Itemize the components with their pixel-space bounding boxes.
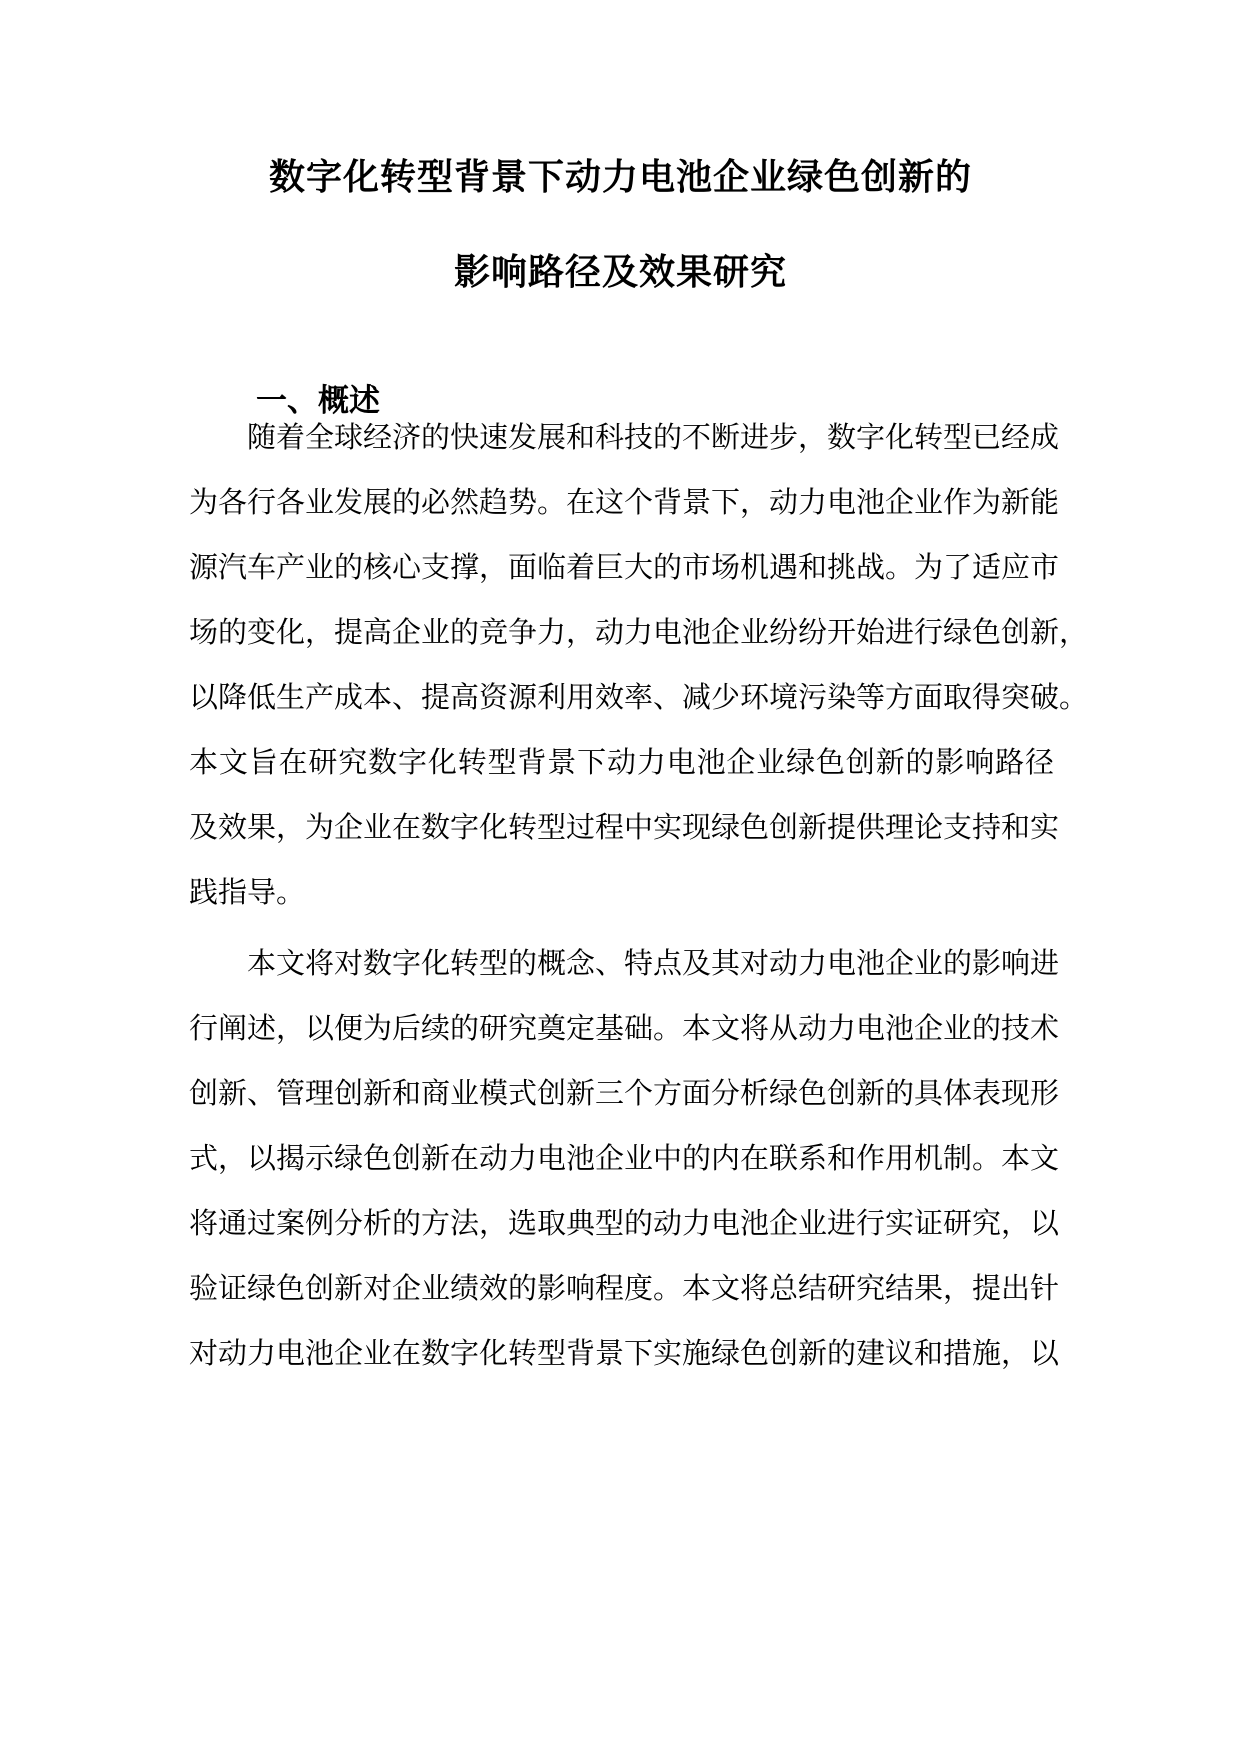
paragraph-1-line-2: 为各行各业发展的必然趋势。在这个背景下，动力电池企业作为新能	[189, 485, 1060, 519]
paragraph-2-line-6: 验证绿色创新对企业绩效的影响程度。本文将总结研究结果，提出针	[189, 1271, 1060, 1305]
paragraph-2-line-2: 行阐述，以便为后续的研究奠定基础。本文将从动力电池企业的技术	[189, 1011, 1060, 1045]
paragraph-1-line-1: 随着全球经济的快速发展和科技的不断进步，数字化转型已经成	[247, 420, 1060, 454]
paragraph-2-line-7: 对动力电池企业在数字化转型背景下实施绿色创新的建议和措施，以	[189, 1336, 1060, 1370]
paragraph-2-line-3: 创新、管理创新和商业模式创新三个方面分析绿色创新的具体表现形	[189, 1076, 1060, 1110]
paragraph-2-line-4: 式，以揭示绿色创新在动力电池企业中的内在联系和作用机制。本文	[189, 1141, 1060, 1175]
paragraph-1-line-5: 以降低生产成本、提高资源利用效率、减少环境污染等方面取得突破。	[189, 680, 1089, 714]
paragraph-1-line-3: 源汽车产业的核心支撑，面临着巨大的市场机遇和挑战。为了适应市	[189, 550, 1060, 584]
paragraph-1-line-6: 本文旨在研究数字化转型背景下动力电池企业绿色创新的影响路径	[189, 745, 1054, 779]
paragraph-2-line-5: 将通过案例分析的方法，选取典型的动力电池企业进行实证研究，以	[189, 1206, 1060, 1240]
document-title-line-2: 影响路径及效果研究	[453, 252, 787, 293]
paragraph-2-line-1: 本文将对数字化转型的概念、特点及其对动力电池企业的影响进	[247, 946, 1060, 980]
paragraph-1-line-7: 及效果，为企业在数字化转型过程中实现绿色创新提供理论支持和实	[189, 810, 1060, 844]
document-title-line-1: 数字化转型背景下动力电池企业绿色创新的	[268, 157, 972, 198]
section-heading: 一、概述	[256, 383, 380, 419]
paragraph-1-line-4: 场的变化，提高企业的竞争力，动力电池企业纷纷开始进行绿色创新，	[189, 615, 1089, 649]
paragraph-1-line-8: 践指导。	[189, 875, 306, 909]
